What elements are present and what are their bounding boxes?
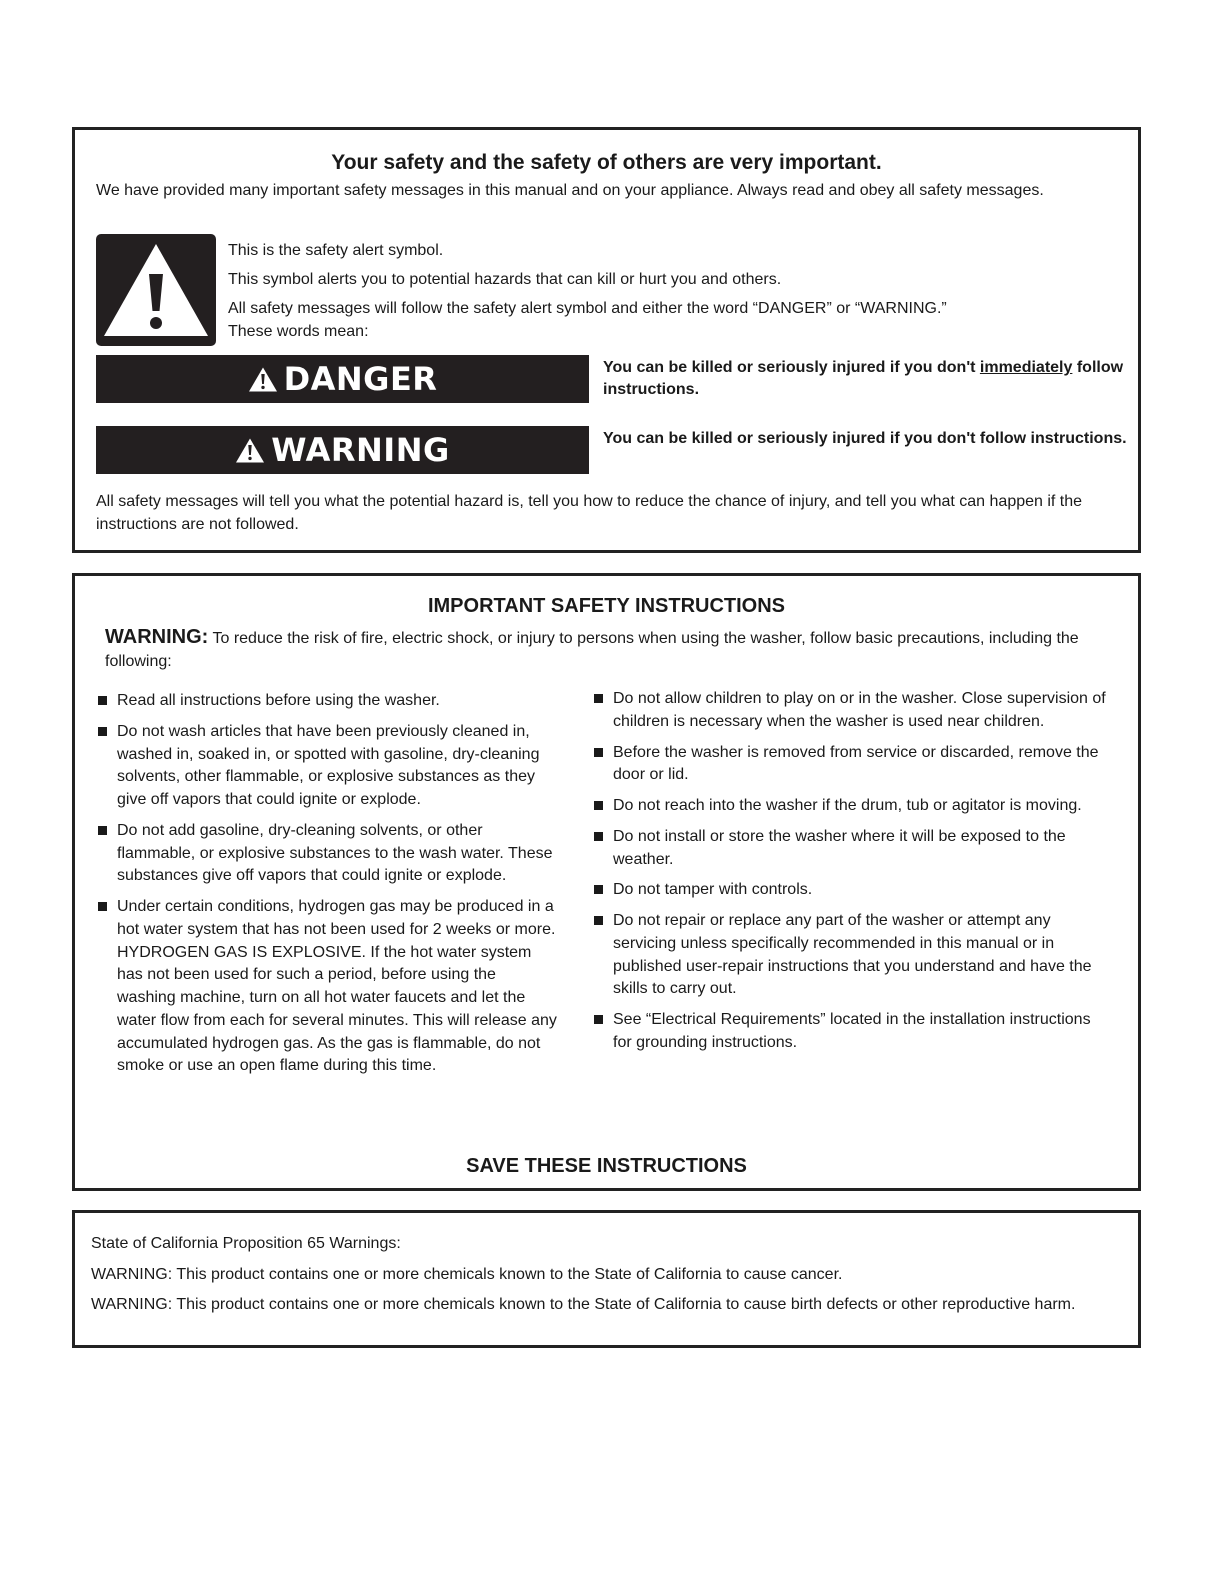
bullet-square-icon [98, 902, 107, 911]
important-instructions-box [72, 573, 1141, 1191]
list-item: Read all instructions before using the washer. [98, 690, 558, 713]
bullet-square-icon [594, 916, 603, 925]
instructions-list-left [98, 690, 558, 1086]
warning-intro [105, 626, 1105, 673]
alert-line: All safety messages will follow the safety alert symbol and either the word “DANGER” or “WARNING.” [228, 300, 947, 317]
safety-summary: All safety messages will tell you what the potential hazard is, tell you how to reduce the chance of injury, and tell you what can happen if the instructions are not followed. [96, 493, 1083, 533]
bullet-square-icon [594, 832, 603, 841]
list-item: Do not allow children to play on or in the washer. Close supervision of children is necessary when the washer is used near children. [594, 688, 1106, 734]
alert-line: This is the safety alert symbol. [228, 242, 444, 259]
warning-description: You can be killed or seriously injured if you don't follow instructions. [603, 430, 1127, 447]
prop65-title: State of California Proposition 65 Warnings: [91, 1235, 401, 1252]
save-instructions-heading: SAVE THESE INSTRUCTIONS [466, 1155, 747, 1177]
alert-line: These words mean: [228, 323, 369, 340]
prop65-reproductive-warning: WARNING: This product contains one or more chemicals known to the State of California to cause birth defects or other reproductive harm. [91, 1296, 1076, 1313]
danger-signal-bar [96, 355, 589, 403]
bullet-square-icon [594, 748, 603, 757]
safety-title: Your safety and the safety of others are very important. [331, 151, 882, 174]
danger-description: You can be killed or seriously injured if you don't immediately follow instructions. [603, 359, 1124, 398]
prop65-cancer-warning: WARNING: This product contains one or more chemicals known to the State of California to cause cancer. [91, 1266, 843, 1283]
danger-emphasis: immediately [979, 359, 1073, 376]
alert-triangle-icon [248, 366, 278, 393]
warning-signal-bar [96, 426, 589, 474]
bullet-square-icon [594, 885, 603, 894]
bullet-square-icon [98, 696, 107, 705]
safety-alert-icon [96, 234, 216, 346]
bullet-square-icon [594, 694, 603, 703]
bullet-square-icon [594, 1015, 603, 1024]
list-item: Do not tamper with controls. [594, 879, 1106, 902]
list-item: Do not repair or replace any part of the washer or attempt any servicing unless specifically recommended in this manual or in published user-repair instructions that you understand and have the skills to carry out. [594, 910, 1106, 1001]
instructions-list-right [594, 688, 1106, 1063]
list-item: Do not add gasoline, dry-cleaning solvents, or other flammable, or explosive substances to the wash water. These substances give off vapors that could ignite or explode. [98, 820, 558, 888]
safety-intro: We have provided many important safety messages in this manual and on your appliance. Always read and obey all safety messages. [96, 182, 1044, 199]
bullet-square-icon [98, 727, 107, 736]
prop65-box [72, 1210, 1141, 1348]
bullet-square-icon [594, 801, 603, 810]
instructions-title: IMPORTANT SAFETY INSTRUCTIONS [427, 595, 786, 617]
alert-line: This symbol alerts you to potential hazards that can kill or hurt you and others. [228, 271, 782, 288]
list-item: Under certain conditions, hydrogen gas may be produced in a hot water system that has not been used for 2 weeks or more. HYDROGEN GAS IS EXPLOSIVE. If the hot water system has not been used for such a period, before using the washing machine, turn on all hot water faucets and let the water flow from each for several minutes. This will release any accumulated hydrogen gas. As the gas is flammable, do not smoke or use an open flame during this time. [98, 896, 558, 1078]
alert-triangle-icon [235, 437, 265, 464]
safety-notice-box [72, 127, 1141, 553]
list-item: Do not wash articles that have been previously cleaned in, washed in, soaked in, or spotted with gasoline, dry-cleaning solvents, other flammable, or explosive substances as they give off vapors that could ignite or explode. [98, 721, 558, 812]
bullet-square-icon [98, 826, 107, 835]
list-item: Do not install or store the washer where it will be exposed to the weather. [594, 826, 1106, 872]
warning-label: WARNING [271, 431, 450, 469]
warning-intro-text: To reduce the risk of fire, electric shock, or injury to persons when using the washer, follow basic precautions, including the following: [105, 630, 1079, 670]
list-item: See “Electrical Requirements” located in the installation instructions for grounding instructions. [594, 1009, 1106, 1055]
list-item: Before the washer is removed from service or discarded, remove the door or lid. [594, 742, 1106, 788]
warning-intro-label: WARNING: [105, 626, 209, 648]
list-item: Do not reach into the washer if the drum, tub or agitator is moving. [594, 795, 1106, 818]
danger-label: DANGER [283, 360, 438, 398]
